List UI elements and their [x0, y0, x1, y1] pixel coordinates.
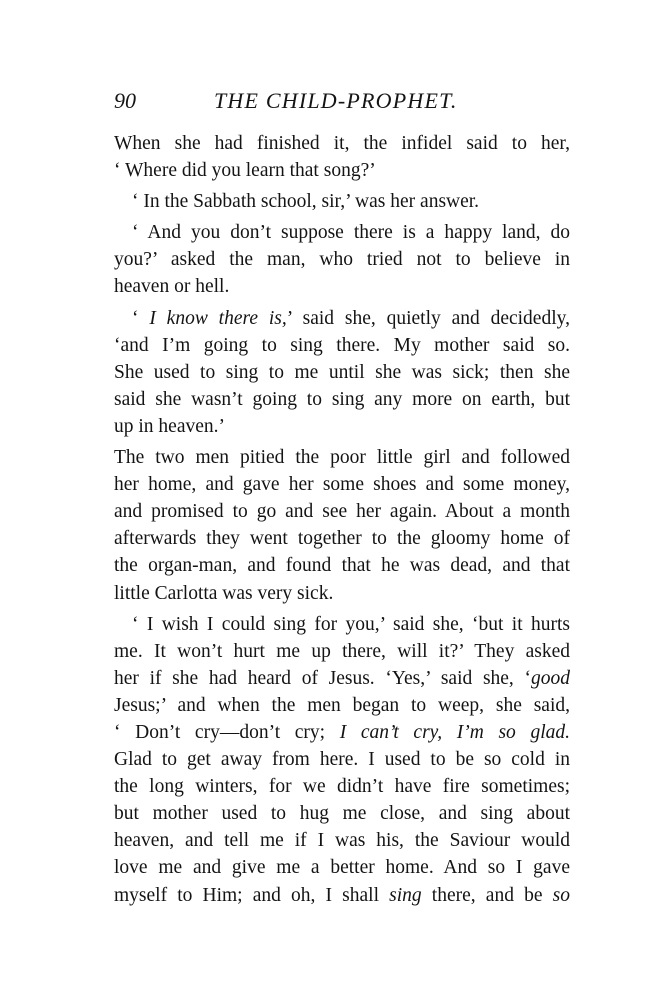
text-line: love me and give me a better home. And so I gave	[114, 857, 570, 879]
text-line: ‘ I know there is,’ said she, quietly and decidedly,	[132, 307, 570, 329]
text-line: ‘ Where did you learn that song?’	[114, 160, 376, 182]
text-line: myself to Him; and oh, I shall sing there, and be so	[114, 884, 570, 906]
text-line: heaven, and tell me if I was his, the Saviour would	[114, 830, 570, 852]
text-line: heaven or hell.	[114, 276, 230, 298]
text-line: She used to sing to me until she was sick; then she	[114, 361, 570, 383]
text-line: and promised to go and see her again. About a month	[114, 501, 570, 523]
text-line: the organ-man, and found that he was dead, and that	[114, 555, 570, 577]
text-line: When she had finished it, the infidel said to her,	[114, 133, 570, 154]
text-line: little Carlotta was very sick.	[114, 582, 334, 604]
text-line: ‘ I wish I could sing for you,’ said she, ‘but it hurts	[132, 613, 570, 635]
text-line: you?’ asked the man, who tried not to believe in	[114, 249, 570, 271]
text-line: ‘ In the Sabbath school, sir,’ was her answer.	[132, 191, 480, 213]
text-line: the long winters, for we didn’t have fire sometimes;	[114, 776, 570, 798]
text-line: ‘ Don’t cry—don’t cry; I can’t cry, I’m so glad.	[114, 721, 570, 743]
text-line: up in heaven.’	[114, 415, 226, 437]
text-line: me. It won’t hurt me up there, will it?’ They asked	[114, 640, 570, 662]
text-line: her if she had heard of Jesus. ‘Yes,’ said she, ‘good	[114, 667, 570, 689]
text-line: said she wasn’t going to sing any more on earth, but	[114, 388, 570, 410]
text-line: her home, and gave her some shoes and some money,	[114, 474, 570, 496]
text-line: The two men pitied the poor little girl and followed	[114, 447, 570, 469]
running-head-title: THE CHILD-PROPHET.	[214, 88, 458, 113]
text-line: ‘and I’m going to sing there. My mother said so.	[114, 334, 570, 356]
text-line: afterwards they went together to the gloomy home of	[114, 528, 570, 550]
text-line: but mother used to hug me close, and sing about	[114, 803, 570, 825]
page-number: 90	[114, 88, 136, 113]
body-text	[114, 130, 570, 909]
text-line: ‘ And you don’t suppose there is a happy land, do	[132, 222, 570, 244]
text-line: Jesus;’ and when the men began to weep, she said,	[114, 694, 570, 716]
text-line: Glad to get away from here. I used to be so cold in	[114, 749, 570, 771]
